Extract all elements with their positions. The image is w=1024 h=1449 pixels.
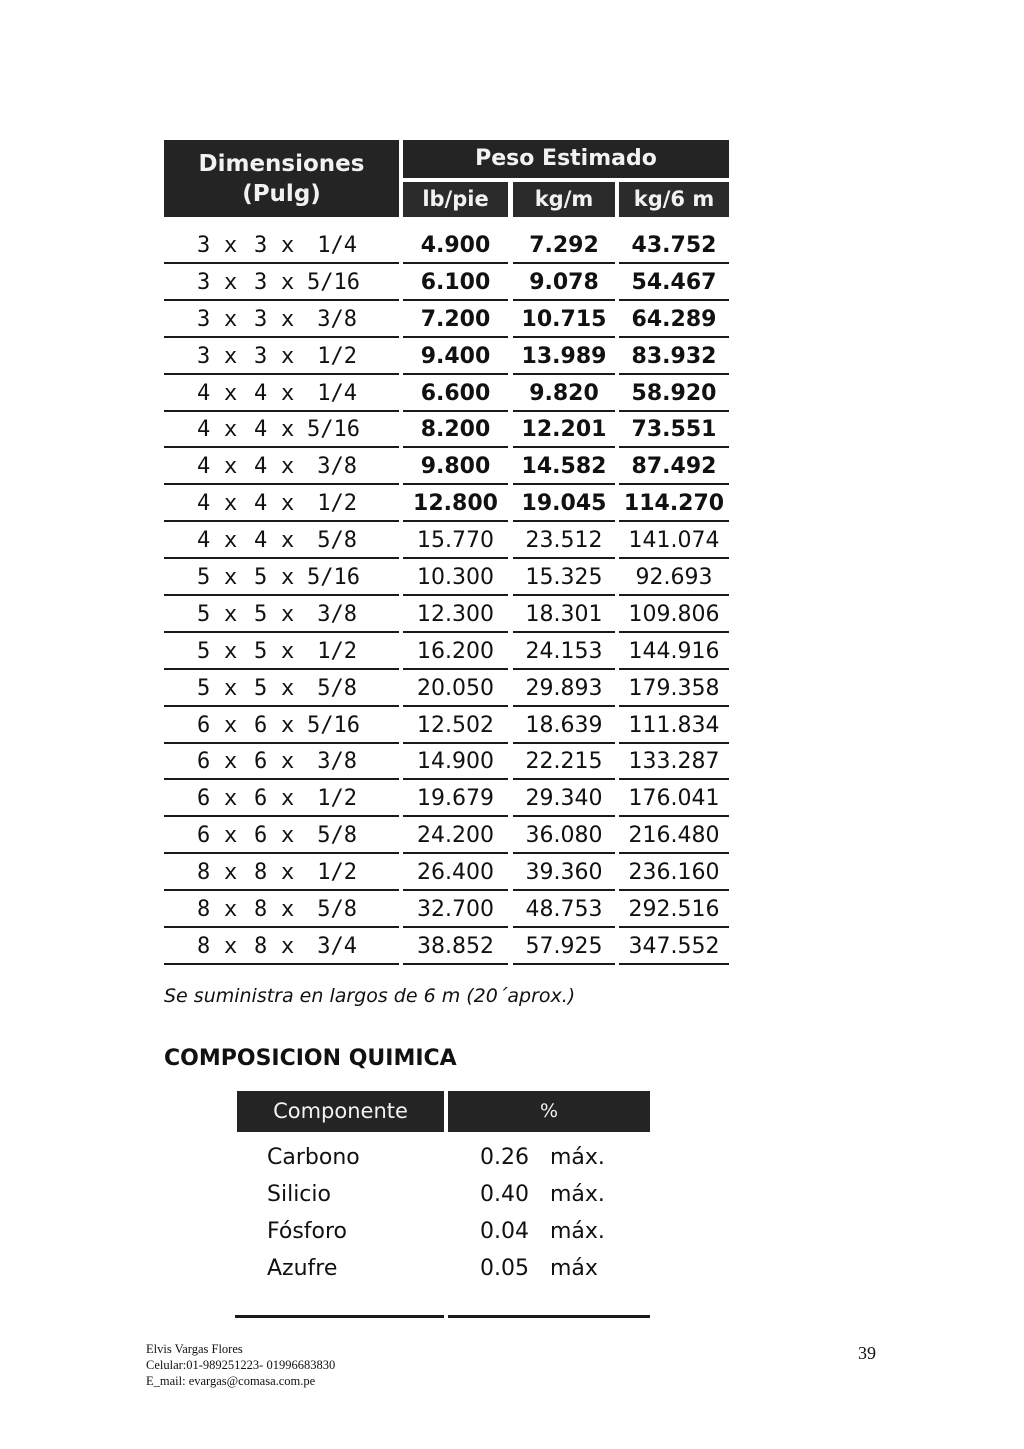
kg-per-6m-cell: 109.806: [619, 597, 729, 633]
separator: x: [281, 269, 295, 295]
page-number: 39: [858, 1343, 876, 1363]
kg-per-m-cell: 18.639: [513, 708, 615, 744]
side-b: 4: [254, 417, 268, 443]
composition-bottom-rule-left: [235, 1315, 444, 1318]
side-a: 6: [197, 712, 211, 738]
kg-per-m-cell: 18.301: [513, 597, 615, 633]
thickness: 1/4: [317, 233, 357, 258]
thickness: 5/16: [307, 712, 360, 738]
dimension-cell: [164, 376, 399, 412]
table-row: [164, 265, 730, 302]
separator: x: [281, 601, 295, 627]
component-qualifier: máx.: [550, 1145, 605, 1170]
separator: x: [281, 306, 295, 332]
side-b: 4: [254, 454, 268, 480]
component-qualifier: máx.: [550, 1182, 605, 1207]
separator: x: [281, 454, 295, 480]
kg-per-6m-cell: 64.289: [619, 302, 729, 338]
side-a: 8: [197, 933, 211, 959]
side-b: 6: [254, 786, 268, 812]
side-b: 5: [254, 638, 268, 664]
separator: x: [281, 786, 295, 812]
kg-per-6m-cell: 236.160: [619, 855, 729, 891]
table-row: [164, 523, 730, 560]
thickness: 1/2: [317, 491, 357, 517]
thickness: 5/8: [317, 675, 357, 701]
separator: x: [281, 491, 295, 517]
separator: x: [281, 233, 295, 258]
separator: x: [281, 565, 295, 591]
lb-per-ft-cell: 9.400: [403, 339, 508, 375]
separator: x: [224, 269, 238, 295]
dimension-cell: [164, 634, 399, 670]
kg-per-6m-cell: 43.752: [619, 228, 729, 264]
component-qualifier: máx.: [550, 1219, 605, 1244]
side-b: 8: [254, 897, 268, 923]
kg-per-m-cell: 13.989: [513, 339, 615, 375]
lb-per-ft-cell: 8.200: [403, 412, 508, 448]
thickness: 1/2: [317, 638, 357, 664]
side-b: 5: [254, 675, 268, 701]
lb-per-ft-cell: 19.679: [403, 781, 508, 817]
component-value: 0.05: [480, 1256, 529, 1281]
component-value: 0.26: [480, 1145, 529, 1170]
kg-per-6m-cell: 83.932: [619, 339, 729, 375]
separator: x: [224, 601, 238, 627]
component-name: Silicio: [267, 1182, 331, 1207]
separator: x: [224, 417, 238, 443]
thickness: 1/2: [317, 786, 357, 812]
thickness: 3/8: [317, 749, 357, 775]
table-row: [164, 376, 730, 413]
lb-per-ft-cell: 24.200: [403, 818, 508, 854]
percent-header: %: [448, 1091, 650, 1132]
composition-title: COMPOSICION QUIMICA: [164, 1046, 457, 1071]
thickness: 3/8: [317, 454, 357, 480]
separator: x: [281, 638, 295, 664]
dimensions-header-line1: Dimensiones: [198, 150, 365, 177]
table-row: [164, 339, 730, 376]
kg-per-6m-cell: 133.287: [619, 744, 729, 780]
kg-per-m-cell: 57.925: [513, 929, 615, 965]
side-a: 8: [197, 860, 211, 886]
kg-per-6m-cell: 216.480: [619, 818, 729, 854]
kg-per-m-cell: 22.215: [513, 744, 615, 780]
kg-per-m-cell: 15.325: [513, 560, 615, 596]
thickness: 1/2: [317, 343, 357, 369]
side-b: 6: [254, 823, 268, 849]
supply-note: Se suministra en largos de 6 m (20´aprox.): [164, 985, 576, 1007]
table-row: [164, 744, 730, 781]
side-a: 8: [197, 897, 211, 923]
dimension-cell: [164, 671, 399, 707]
side-a: 6: [197, 786, 211, 812]
component-header: Componente: [237, 1091, 444, 1132]
component-qualifier: máx: [550, 1256, 598, 1281]
kg-per-6m-cell: 73.551: [619, 412, 729, 448]
dimension-cell: [164, 339, 399, 375]
side-a: 3: [197, 233, 211, 258]
lb-per-ft-cell: 26.400: [403, 855, 508, 891]
lb-per-ft-cell: 7.200: [403, 302, 508, 338]
kg-per-m-cell: 19.045: [513, 486, 615, 522]
dimensions-header: [164, 140, 399, 217]
dimension-cell: [164, 560, 399, 596]
footer-phone: Celular:01-989251223- 01996683830: [146, 1358, 336, 1372]
side-b: 4: [254, 380, 268, 406]
side-a: 5: [197, 565, 211, 591]
thickness: 3/4: [317, 933, 357, 959]
kg-per-m-cell: 23.512: [513, 523, 615, 559]
dimension-cell: [164, 818, 399, 854]
side-b: 3: [254, 269, 268, 295]
kg-per-6m-cell: 111.834: [619, 708, 729, 744]
side-a: 3: [197, 306, 211, 332]
table-row: [164, 302, 730, 339]
thickness: 5/8: [317, 897, 357, 923]
separator: x: [281, 749, 295, 775]
separator: x: [224, 528, 238, 554]
lb-per-ft-cell: 20.050: [403, 671, 508, 707]
table-row: [164, 892, 730, 929]
kg-per-m-cell: 9.078: [513, 265, 615, 301]
dimension-cell: [164, 781, 399, 817]
separator: x: [281, 528, 295, 554]
component-value: 0.04: [480, 1219, 529, 1244]
kg-per-m-cell: 48.753: [513, 892, 615, 928]
kg-per-m-cell: 7.292: [513, 228, 615, 264]
table-row: [164, 634, 730, 671]
thickness: 5/8: [317, 823, 357, 849]
kg-per-6m-cell: 347.552: [619, 929, 729, 965]
side-b: 4: [254, 528, 268, 554]
thickness: 1/4: [317, 380, 357, 406]
kg-per-6m-cell: 179.358: [619, 671, 729, 707]
table-row: [164, 449, 730, 486]
separator: x: [281, 417, 295, 443]
separator: x: [224, 933, 238, 959]
side-a: 4: [197, 454, 211, 480]
separator: x: [224, 306, 238, 332]
side-a: 5: [197, 675, 211, 701]
table-row: [164, 671, 730, 708]
footer-name: Elvis Vargas Flores: [146, 1342, 243, 1356]
side-b: 5: [254, 565, 268, 591]
composition-row: [237, 1139, 650, 1176]
lb-per-ft-cell: 4.900: [403, 228, 508, 264]
thickness: 5/16: [307, 269, 360, 295]
thickness: 5/16: [307, 565, 360, 591]
dimension-cell: [164, 486, 399, 522]
separator: x: [281, 823, 295, 849]
side-a: 4: [197, 491, 211, 517]
side-b: 3: [254, 233, 268, 258]
composition-row: [237, 1176, 650, 1213]
separator: x: [281, 675, 295, 701]
thickness: 3/8: [317, 601, 357, 627]
kg-per-m-cell: 10.715: [513, 302, 615, 338]
kg-per-m-cell: 12.201: [513, 412, 615, 448]
component-name: Carbono: [267, 1145, 360, 1170]
side-a: 3: [197, 343, 211, 369]
separator: x: [224, 454, 238, 480]
kg-per-6m-cell: 92.693: [619, 560, 729, 596]
separator: x: [281, 933, 295, 959]
table-row: [164, 929, 730, 966]
dimension-cell: [164, 449, 399, 485]
table-row: [164, 228, 730, 265]
kg-per-6m-header: kg/6 m: [619, 182, 729, 217]
kg-per-m-cell: 39.360: [513, 855, 615, 891]
lb-per-ft-cell: 6.100: [403, 265, 508, 301]
dimension-cell: [164, 892, 399, 928]
separator: x: [224, 786, 238, 812]
component-name: Fósforo: [267, 1219, 348, 1244]
separator: x: [224, 712, 238, 738]
kg-per-6m-cell: 114.270: [619, 486, 729, 522]
table-row: [164, 708, 730, 745]
weight-header: Peso Estimado: [403, 140, 729, 178]
separator: x: [224, 233, 238, 258]
side-a: 4: [197, 417, 211, 443]
side-b: 8: [254, 933, 268, 959]
table-row: [164, 597, 730, 634]
separator: x: [224, 675, 238, 701]
kg-per-6m-cell: 58.920: [619, 376, 729, 412]
lb-per-ft-cell: 38.852: [403, 929, 508, 965]
thickness: 1/2: [317, 860, 357, 886]
lb-per-ft-header: lb/pie: [403, 182, 508, 217]
dimension-cell: [164, 265, 399, 301]
table-row: [164, 855, 730, 892]
separator: x: [281, 860, 295, 886]
separator: x: [224, 823, 238, 849]
angle-weight-table: [164, 228, 730, 966]
side-b: 8: [254, 860, 268, 886]
table-row: [164, 560, 730, 597]
table-row: [164, 412, 730, 449]
separator: x: [224, 638, 238, 664]
side-a: 6: [197, 749, 211, 775]
lb-per-ft-cell: 16.200: [403, 634, 508, 670]
side-b: 6: [254, 749, 268, 775]
footer: [146, 1341, 335, 1389]
lb-per-ft-cell: 9.800: [403, 449, 508, 485]
side-b: 5: [254, 601, 268, 627]
kg-per-m-cell: 29.893: [513, 671, 615, 707]
side-a: 5: [197, 638, 211, 664]
table-row: [164, 781, 730, 818]
side-a: 3: [197, 269, 211, 295]
side-b: 4: [254, 491, 268, 517]
separator: x: [224, 565, 238, 591]
dimension-cell: [164, 228, 399, 264]
lb-per-ft-cell: 12.502: [403, 708, 508, 744]
kg-per-m-cell: 29.340: [513, 781, 615, 817]
lb-per-ft-cell: 12.300: [403, 597, 508, 633]
side-a: 4: [197, 380, 211, 406]
lb-per-ft-cell: 6.600: [403, 376, 508, 412]
side-a: 5: [197, 601, 211, 627]
separator: x: [224, 897, 238, 923]
kg-per-6m-cell: 292.516: [619, 892, 729, 928]
thickness: 3/8: [317, 306, 357, 332]
kg-per-m-cell: 36.080: [513, 818, 615, 854]
composition-row: [237, 1250, 650, 1287]
table-row: [164, 818, 730, 855]
separator: x: [281, 897, 295, 923]
dimensions-header-line2: (Pulg): [242, 180, 321, 207]
side-a: 6: [197, 823, 211, 849]
dimension-cell: [164, 523, 399, 559]
separator: x: [224, 749, 238, 775]
separator: x: [281, 343, 295, 369]
side-b: 3: [254, 306, 268, 332]
dimension-cell: [164, 744, 399, 780]
kg-per-m-cell: 9.820: [513, 376, 615, 412]
kg-per-6m-cell: 141.074: [619, 523, 729, 559]
dimension-cell: [164, 929, 399, 965]
kg-per-m-cell: 24.153: [513, 634, 615, 670]
dimension-cell: [164, 708, 399, 744]
lb-per-ft-cell: 12.800: [403, 486, 508, 522]
lb-per-ft-cell: 15.770: [403, 523, 508, 559]
separator: x: [224, 343, 238, 369]
separator: x: [224, 380, 238, 406]
kg-per-6m-cell: 87.492: [619, 449, 729, 485]
kg-per-6m-cell: 144.916: [619, 634, 729, 670]
separator: x: [224, 491, 238, 517]
separator: x: [281, 380, 295, 406]
table-row: [164, 486, 730, 523]
side-a: 4: [197, 528, 211, 554]
dimension-cell: [164, 855, 399, 891]
footer-email: E_mail: evargas@comasa.com.pe: [146, 1374, 316, 1388]
side-b: 3: [254, 343, 268, 369]
dimension-cell: [164, 302, 399, 338]
component-value: 0.40: [480, 1182, 529, 1207]
thickness: 5/16: [307, 417, 360, 443]
separator: x: [281, 712, 295, 738]
lb-per-ft-cell: 10.300: [403, 560, 508, 596]
lb-per-ft-cell: 14.900: [403, 744, 508, 780]
kg-per-6m-cell: 176.041: [619, 781, 729, 817]
dimension-cell: [164, 412, 399, 448]
separator: x: [224, 860, 238, 886]
component-name: Azufre: [267, 1256, 338, 1281]
kg-per-m-cell: 14.582: [513, 449, 615, 485]
lb-per-ft-cell: 32.700: [403, 892, 508, 928]
kg-per-6m-cell: 54.467: [619, 265, 729, 301]
dimension-cell: [164, 597, 399, 633]
composition-row: [237, 1213, 650, 1250]
composition-bottom-rule-right: [448, 1315, 650, 1318]
side-b: 6: [254, 712, 268, 738]
thickness: 5/8: [317, 528, 357, 554]
kg-per-m-header: kg/m: [513, 182, 615, 217]
